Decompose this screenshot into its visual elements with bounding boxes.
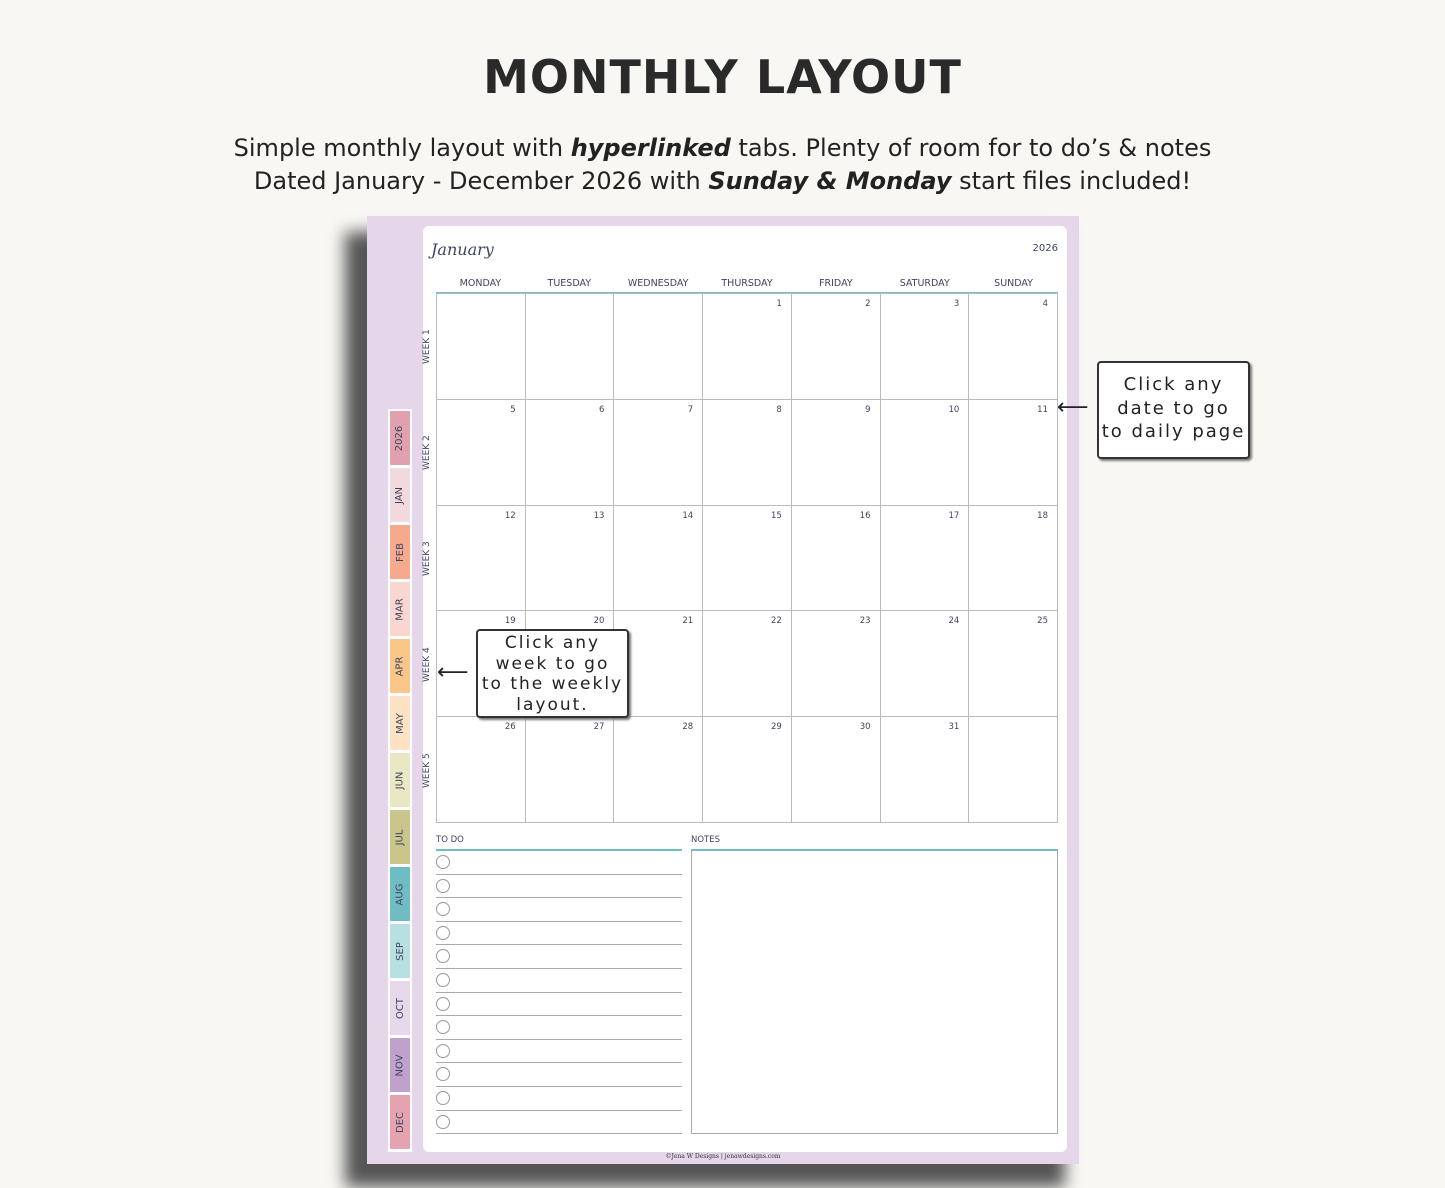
tab-apr[interactable]	[390, 639, 410, 693]
date-cell[interactable]: 19	[437, 611, 526, 717]
tab-label: 2026	[394, 425, 406, 451]
todo-item[interactable]	[436, 969, 682, 993]
weekday-saturday: SATURDAY	[899, 278, 950, 289]
checkbox-circle-icon[interactable]	[436, 879, 450, 893]
todo-item[interactable]	[436, 993, 682, 1017]
weekday-friday: FRIDAY	[819, 278, 853, 289]
callout-line: to the weekly	[481, 674, 624, 694]
date-cell[interactable]	[526, 294, 615, 400]
tab-feb[interactable]	[390, 525, 410, 579]
tab-label: JAN	[394, 486, 406, 504]
tab-label: JUN	[394, 771, 406, 789]
todo-item[interactable]	[436, 922, 682, 946]
tab-label: FEB	[394, 542, 406, 562]
tab-label: DEC	[394, 1111, 406, 1133]
checkbox-circle-icon[interactable]	[436, 1067, 450, 1081]
weekday-tuesday: TUESDAY	[547, 278, 592, 289]
tab-label: NOV	[394, 1053, 406, 1077]
tab-jan[interactable]	[390, 468, 410, 522]
todo-item[interactable]	[436, 1016, 682, 1040]
weekday-wednesday: WEDNESDAY	[627, 278, 689, 289]
tab-sep[interactable]	[390, 924, 410, 978]
todo-item[interactable]	[436, 898, 682, 922]
callout-line: date to go	[1117, 397, 1230, 419]
tab-may[interactable]	[390, 696, 410, 750]
year-label: 2026	[1032, 243, 1058, 254]
tab-oct[interactable]	[390, 981, 410, 1035]
date-cell[interactable]	[969, 717, 1058, 823]
notes-label: NOTES	[691, 835, 721, 845]
date-cell[interactable]: 8	[703, 400, 792, 506]
callout-line: week to go	[495, 653, 610, 674]
notes-box[interactable]	[691, 849, 1058, 1134]
tab-2026[interactable]	[390, 411, 410, 465]
date-callout	[1097, 361, 1250, 459]
date-cell[interactable]: 3	[881, 294, 970, 400]
tab-jun[interactable]	[390, 753, 410, 807]
tab-label: AUG	[394, 883, 406, 905]
todo-item[interactable]	[436, 945, 682, 969]
date-cell[interactable]: 27	[526, 717, 615, 823]
date-cell[interactable]: 30	[792, 717, 881, 823]
date-cell[interactable]: 21	[614, 611, 703, 717]
date-cell[interactable]: 26	[437, 717, 526, 823]
date-cell[interactable]: 22	[703, 611, 792, 717]
callout-line: Click any	[504, 633, 601, 653]
checkbox-circle-icon[interactable]	[436, 1020, 450, 1034]
tab-aug[interactable]	[390, 867, 410, 921]
date-cell[interactable]: 17	[881, 506, 970, 612]
week-link-3[interactable]: WEEK 3	[422, 541, 432, 576]
callout-line: Click any	[1123, 374, 1224, 395]
month-tabs	[388, 409, 412, 1152]
todo-item[interactable]	[436, 1087, 682, 1111]
planner-page	[367, 216, 1079, 1164]
date-cell[interactable]: 14	[614, 506, 703, 612]
checkbox-circle-icon[interactable]	[436, 997, 450, 1011]
date-cell[interactable]: 10	[881, 400, 970, 506]
date-cell[interactable]: 24	[881, 611, 970, 717]
tab-label: MAY	[394, 712, 406, 734]
date-cell[interactable]: 23	[792, 611, 881, 717]
tab-label: SEP	[394, 941, 406, 961]
footer-credit: ©Jena W Designs | jenawdesigns.com	[665, 1153, 781, 1160]
callout-line: layout.	[516, 694, 589, 715]
week-link-1[interactable]: WEEK 1	[422, 329, 432, 364]
date-cell[interactable]: 5	[437, 400, 526, 506]
weekday-thursday: THURSDAY	[721, 278, 773, 289]
weekday-header	[436, 278, 1058, 294]
date-cell[interactable]	[437, 294, 526, 400]
calendar-grid	[436, 293, 1058, 823]
todo-item[interactable]	[436, 1063, 682, 1087]
page-heading: MONTHLY LAYOUT	[483, 50, 962, 104]
arrow-left-icon: ⟵	[437, 660, 469, 685]
checkbox-circle-icon[interactable]	[436, 855, 450, 869]
todo-item[interactable]	[436, 851, 682, 875]
date-cell[interactable]: 12	[437, 506, 526, 612]
arrow-left-icon: ⟵	[1057, 395, 1089, 420]
date-cell[interactable]: 28	[614, 717, 703, 823]
date-cell[interactable]: 25	[969, 611, 1058, 717]
checkbox-circle-icon[interactable]	[436, 902, 450, 916]
date-cell[interactable]: 7	[614, 400, 703, 506]
date-cell[interactable]: 20	[526, 611, 615, 717]
date-cell[interactable]: 15	[703, 506, 792, 612]
checkbox-circle-icon[interactable]	[436, 1091, 450, 1105]
todo-item[interactable]	[436, 1111, 682, 1135]
callout-line: to daily page	[1101, 421, 1246, 442]
tab-label: APR	[394, 656, 406, 676]
date-cell[interactable]: 1	[703, 294, 792, 400]
subtitle-line-2: Dated January - December 2026 with Sunday & Monday start files included!	[253, 167, 1192, 195]
tab-nov[interactable]	[390, 1038, 410, 1092]
date-cell[interactable]: 11	[969, 400, 1058, 506]
month-title: January	[431, 240, 494, 259]
checkbox-circle-icon[interactable]	[436, 1115, 450, 1129]
checkbox-circle-icon[interactable]	[436, 926, 450, 940]
date-cell[interactable]: 16	[792, 506, 881, 612]
week-link-2[interactable]: WEEK 2	[422, 435, 432, 470]
subtitle-line-1: Simple monthly layout with hyperlinked tabs. Plenty of room for to do’s & notes	[233, 134, 1212, 162]
tab-label: OCT	[394, 997, 406, 1019]
date-cell[interactable]: 9	[792, 400, 881, 506]
checkbox-circle-icon[interactable]	[436, 973, 450, 987]
date-cell[interactable]: 6	[526, 400, 615, 506]
date-cell[interactable]: 29	[703, 717, 792, 823]
tab-label: JUL	[394, 829, 406, 845]
weekday-monday: MONDAY	[459, 278, 502, 289]
tab-label: MAR	[394, 597, 406, 621]
checkbox-circle-icon[interactable]	[436, 1044, 450, 1058]
date-cell[interactable]	[614, 294, 703, 400]
todo-item[interactable]	[436, 875, 682, 899]
weekday-sunday: SUNDAY	[994, 278, 1033, 289]
week-link-5[interactable]: WEEK 5	[422, 753, 432, 788]
todo-label: TO DO	[436, 835, 464, 845]
date-cell[interactable]: 2	[792, 294, 881, 400]
week-link-4[interactable]: WEEK 4	[422, 647, 432, 682]
date-cell[interactable]: 4	[969, 294, 1058, 400]
tab-jul[interactable]	[390, 810, 410, 864]
date-cell[interactable]: 18	[969, 506, 1058, 612]
todo-item[interactable]	[436, 1040, 682, 1064]
week-callout	[476, 629, 629, 718]
todo-list	[436, 849, 682, 1134]
tab-mar[interactable]	[390, 582, 410, 636]
checkbox-circle-icon[interactable]	[436, 949, 450, 963]
date-cell[interactable]: 13	[526, 506, 615, 612]
date-cell[interactable]: 31	[881, 717, 970, 823]
tab-dec[interactable]	[390, 1095, 410, 1149]
